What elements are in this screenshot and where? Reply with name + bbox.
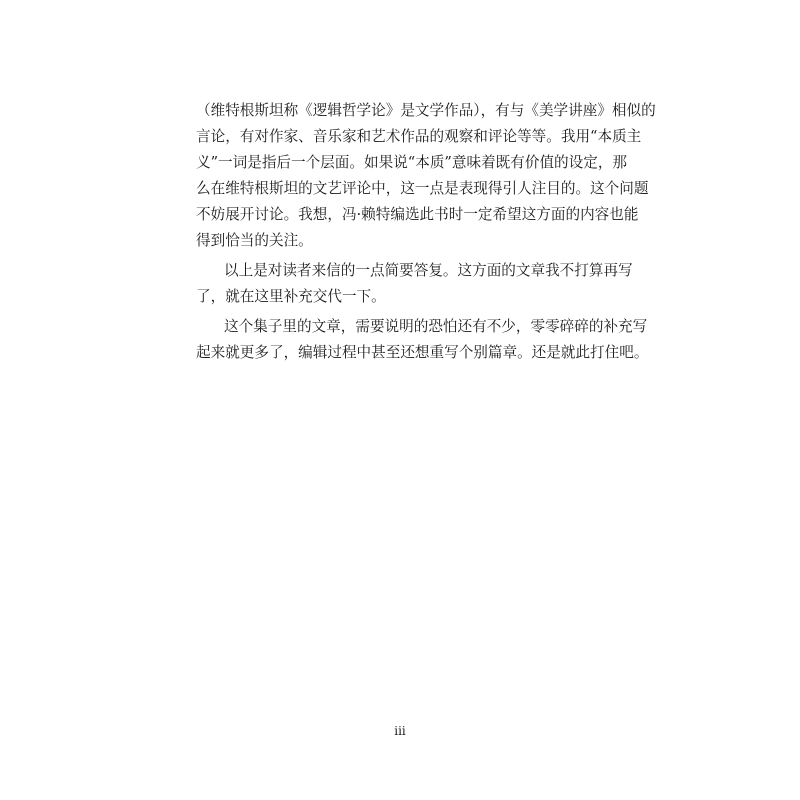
text-line: 得到恰当的关注。 <box>196 232 313 249</box>
text-line: 了，就在这里补充交代一下。 <box>196 288 386 305</box>
text-line: 义”一词是指后一个层面。如果说“本质”意味着既有价值的设定，那 <box>196 154 628 171</box>
text-line: 起来就更多了，编辑过程中甚至还想重写个别篇章。还是就此打住吧。 <box>196 344 649 361</box>
text-line: （维特根斯坦称《逻辑哲学论》是文学作品），有与《美学讲座》相似的 <box>196 102 656 119</box>
text-line: 言论，有对作家、音乐家和艺术作品的观察和评论等等。我用“本质主 <box>196 128 642 145</box>
text-line: 不妨展开讨论。我想，冯·赖特编选此书时一定希望这方面的内容也能 <box>196 206 639 223</box>
text-line: 这个集子里的文章，需要说明的恐怕还有不少，零零碎碎的补充写 <box>224 318 648 335</box>
paragraph-2 <box>196 258 633 310</box>
page-number: iii <box>394 724 406 738</box>
body-text <box>196 98 656 366</box>
paragraph-3 <box>196 314 649 366</box>
text-line: 么在维特根斯坦的文艺评论中，这一点是表现得引人注目的。这个问题 <box>196 180 649 197</box>
text-line: 以上是对读者来信的一点简要答复。这方面的文章我不打算再写 <box>224 262 633 279</box>
paragraph-1 <box>196 98 656 254</box>
